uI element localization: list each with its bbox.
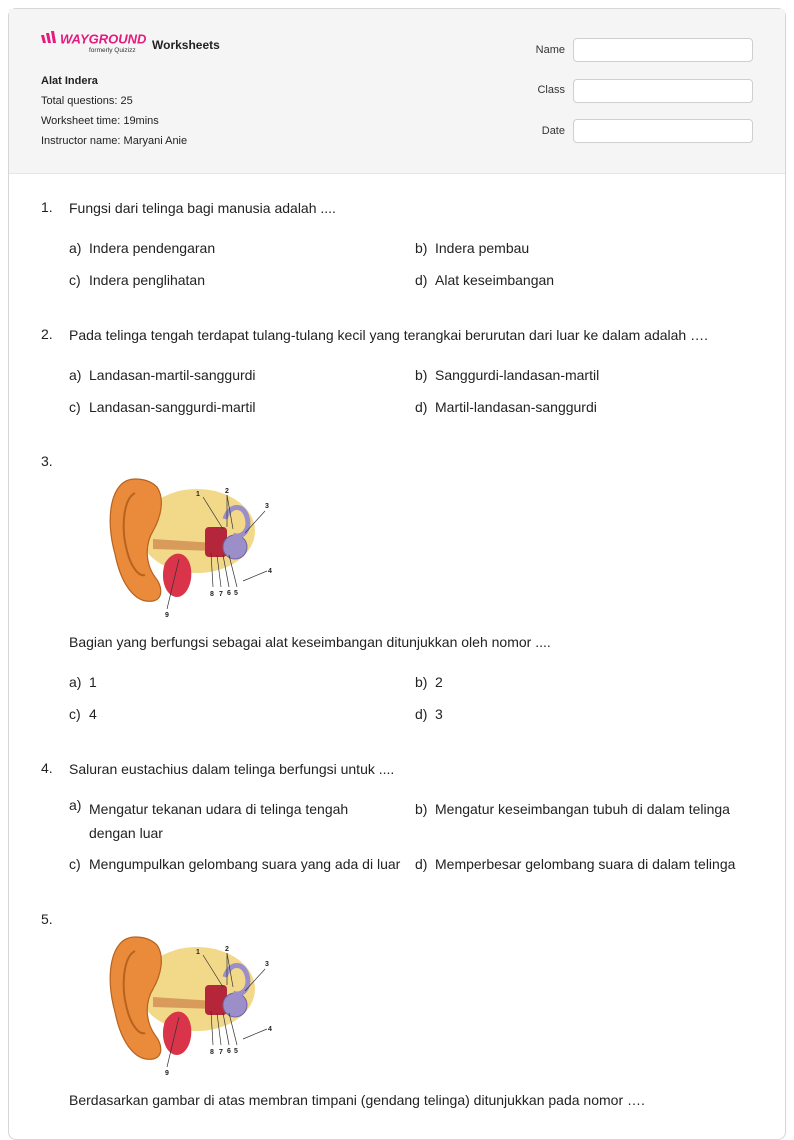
option-text: Indera pendengaran xyxy=(89,240,216,256)
option-d[interactable] xyxy=(415,395,597,419)
figure-label-1: 1 xyxy=(196,491,200,498)
figure-label-6: 6 xyxy=(227,590,231,597)
ear-anatomy-illustration xyxy=(105,459,275,619)
brand-name: WAYGROUND xyxy=(60,31,147,47)
class-label: Class xyxy=(537,84,565,96)
red-tissue xyxy=(163,1012,191,1055)
leader-line xyxy=(243,571,267,581)
figure-label-5: 5 xyxy=(234,590,238,597)
date-label: Date xyxy=(541,125,565,137)
option-d[interactable] xyxy=(415,852,735,876)
option-a[interactable] xyxy=(69,236,215,260)
question-number: 2. xyxy=(41,326,53,342)
worksheet-meta xyxy=(41,73,187,153)
option-text: Memperbesar gelombang suara di dalam telinga xyxy=(435,856,736,872)
cochlea xyxy=(223,993,247,1017)
red-tissue xyxy=(163,554,191,597)
option-letter: b) xyxy=(415,801,428,817)
figure-label-4: 4 xyxy=(268,1026,272,1033)
option-c[interactable] xyxy=(69,852,400,876)
question-text: Saluran eustachius dalam telinga berfungsi untuk .... xyxy=(69,761,395,777)
worksheet-sheet xyxy=(8,8,786,1140)
leader-line xyxy=(243,1029,267,1039)
figure-label-2: 2 xyxy=(225,946,229,953)
figure-label-1: 1 xyxy=(196,949,200,956)
instructor-name: Instructor name: Maryani Anie xyxy=(41,135,188,147)
wayground-logo xyxy=(41,31,146,59)
figure-label-4: 4 xyxy=(268,568,272,575)
option-text: Martil-landasan-sanggurdi xyxy=(435,399,597,415)
option-a[interactable] xyxy=(69,363,256,387)
question-number: 3. xyxy=(41,453,53,469)
option-c[interactable] xyxy=(69,268,205,292)
option-letter: d) xyxy=(415,272,428,288)
option-letter: c) xyxy=(69,706,81,722)
question-number: 1. xyxy=(41,199,53,215)
option-letter: a) xyxy=(69,367,82,383)
worksheet-topic: Alat Indera xyxy=(41,75,98,87)
option-text: 1 xyxy=(89,674,97,690)
figure-label-8: 8 xyxy=(210,1049,214,1056)
option-text: Indera pembau xyxy=(435,240,530,256)
option-text: Landasan-martil-sanggurdi xyxy=(89,367,256,383)
figure-label-5: 5 xyxy=(234,1048,238,1055)
option-letter: c) xyxy=(69,856,81,872)
figure-label-8: 8 xyxy=(210,591,214,598)
total-questions: Total questions: 25 xyxy=(41,95,133,107)
option-text: Sanggurdi-landasan-martil xyxy=(435,367,600,383)
option-c[interactable] xyxy=(69,702,97,726)
option-letter: b) xyxy=(415,367,428,383)
option-text: Landasan-sanggurdi-martil xyxy=(89,399,256,415)
option-c[interactable] xyxy=(69,395,256,419)
option-b[interactable] xyxy=(415,363,599,387)
option-text: Mengatur keseimbangan tubuh di dalam telinga xyxy=(435,801,730,817)
worksheet-header xyxy=(9,9,785,174)
question-text: Berdasarkan gambar di atas membran timpani (gendang telinga) ditunjukkan pada nomor …. xyxy=(69,1092,645,1108)
option-text: 3 xyxy=(435,706,443,722)
figure-label-9: 9 xyxy=(165,612,169,619)
figure-label-2: 2 xyxy=(225,488,229,495)
option-text: Alat keseimbangan xyxy=(435,272,555,288)
option-text: Mengatur tekanan udara di telinga tengah dengan luar xyxy=(89,801,349,841)
option-text: 2 xyxy=(435,674,443,690)
figure-label-3: 3 xyxy=(265,961,269,968)
page-title: Worksheets xyxy=(152,38,220,52)
figure-label-9: 9 xyxy=(165,1070,169,1077)
figure-label-3: 3 xyxy=(265,503,269,510)
figure-label-6: 6 xyxy=(227,1048,231,1055)
question-number: 5. xyxy=(41,911,53,927)
option-b[interactable] xyxy=(415,236,529,260)
class-field[interactable] xyxy=(573,79,753,103)
question-text: Bagian yang berfungsi sebagai alat keseimbangan ditunjukkan oleh nomor .... xyxy=(69,634,551,650)
option-letter: c) xyxy=(69,272,81,288)
option-letter: a) xyxy=(69,240,82,256)
figure-label-7: 7 xyxy=(219,1049,223,1056)
name-field[interactable] xyxy=(573,38,753,62)
option-letter: b) xyxy=(415,674,428,690)
option-b[interactable] xyxy=(415,670,443,694)
name-label: Name xyxy=(535,44,565,56)
option-letter: d) xyxy=(415,399,428,415)
option-letter: c) xyxy=(69,399,81,415)
brand-subtitle: formerly Quizizz xyxy=(89,47,136,54)
ear-anatomy-illustration xyxy=(105,917,275,1077)
option-letter: b) xyxy=(415,240,428,256)
option-letter: d) xyxy=(415,706,428,722)
option-text: Indera penglihatan xyxy=(89,272,205,288)
question-number: 4. xyxy=(41,760,53,776)
date-field[interactable] xyxy=(573,119,753,143)
option-b[interactable] xyxy=(415,797,730,821)
question-text: Fungsi dari telinga bagi manusia adalah .... xyxy=(69,200,336,216)
option-d[interactable] xyxy=(415,702,443,726)
option-a[interactable] xyxy=(69,670,97,694)
option-letter: a) xyxy=(69,674,82,690)
cochlea xyxy=(223,535,247,559)
option-a[interactable] xyxy=(69,797,379,845)
option-d[interactable] xyxy=(415,268,554,292)
option-text: Mengumpulkan gelombang suara yang ada di luar xyxy=(89,856,401,872)
option-letter: d) xyxy=(415,856,428,872)
question-text: Pada telinga tengah terdapat tulang-tulang kecil yang terangkai berurutan dari luar ke dalam adalah …. xyxy=(69,327,708,343)
option-text: 4 xyxy=(89,706,97,722)
figure-label-7: 7 xyxy=(219,591,223,598)
worksheet-time: Worksheet time: 19mins xyxy=(41,115,159,127)
option-letter: a) xyxy=(69,797,82,813)
